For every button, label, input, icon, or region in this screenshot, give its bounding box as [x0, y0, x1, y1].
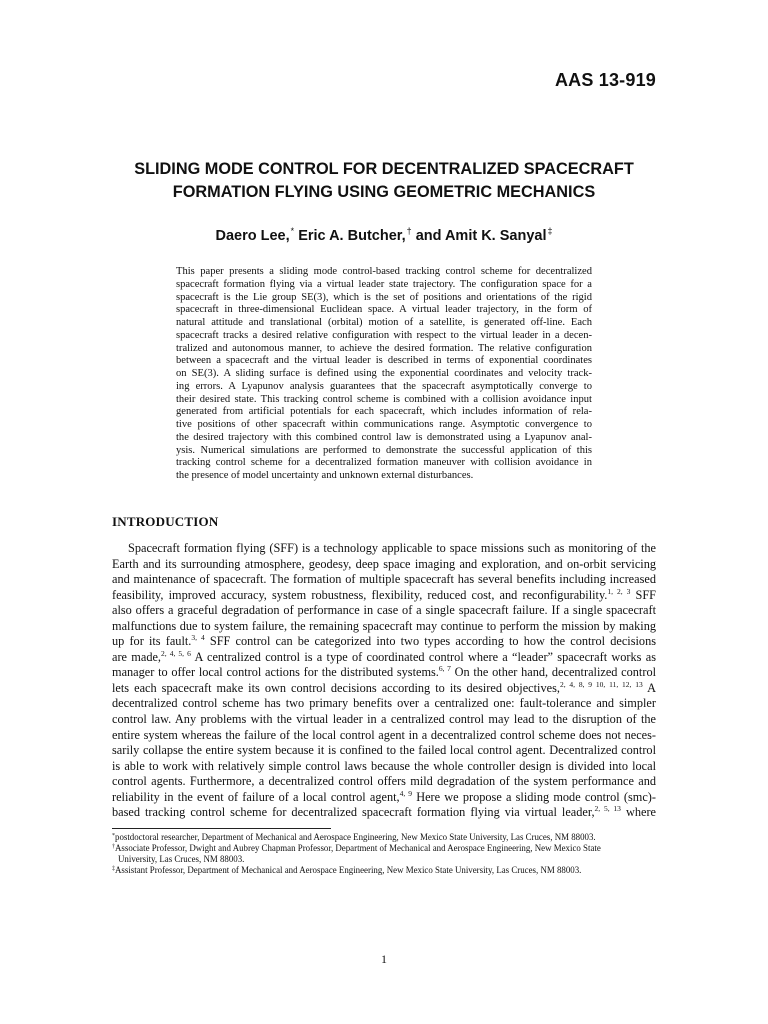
footnote [112, 865, 656, 876]
body-text-segment: Spacecraft formation flying (SFF) is a technology applicable to space missions such as monitoring of the [128, 541, 656, 555]
abstract-line: tive positions of other spacecraft within communications range. Asymptotic convergence to [176, 419, 592, 430]
abstract-line: on SE(3). A sliding surface is defined using the exponential coordinates and velocity track- [176, 368, 592, 379]
abstract-line: This paper presents a sliding mode control-based tracking control scheme for decentralized [176, 266, 592, 277]
footnote-mark: † [112, 844, 115, 850]
body-text-segment: reliability in the event of failure of a local control agent, [112, 789, 400, 804]
body-text-segment: A centralized control is a type of coordinated control where a “leader” spacecraft works as [190, 649, 656, 664]
body-text-line [112, 557, 656, 573]
footnote-mark: ‡ [112, 866, 115, 872]
body-text-segment: control agents. Furthermore, a decentralized control offers mild degradation of the system performance and [112, 774, 656, 789]
abstract-line: natural attitude and translational (orbital) motion of a satellite, is generated off-line. Each [176, 317, 592, 328]
paper-title [112, 158, 656, 204]
body-text-segment: are made, [112, 649, 161, 664]
abstract-line: spacecraft is the Lie group SE(3), which is the set of positions and orientations of the rigid [176, 291, 592, 303]
body-text-line [112, 743, 656, 759]
abstract-line: tracking control scheme for a decentralized formation maneuver with collision avoidance in [176, 457, 592, 469]
body-text-segment: Here we propose a sliding mode control (smc)- [411, 789, 657, 804]
body-text-segment: sarily collapse the entire system because it is confined to the failed local control agent. Decentralized control [112, 743, 656, 758]
author-3-footnote-mark: ‡ [547, 226, 553, 236]
citation-reference: 6, 7 [438, 664, 451, 674]
report-number: AAS 13-919 [554, 70, 656, 90]
body-text-line [112, 681, 656, 697]
body-text-segment: entire system whereas the failure of the local control agent in a decentralized control scheme does not neces- [112, 727, 656, 742]
body-text-line [112, 603, 656, 619]
body-text-segment: also offers a graceful degradation of performance in case of a single spacecraft failure. If a single spacecraft [112, 603, 656, 618]
footnote [112, 843, 656, 865]
author-3-name: and Amit K. Sanyal [415, 228, 547, 244]
footnote-text: postdoctoral researcher, Department of Mechanical and Aerospace Engineering, New Mexico State University, Las Cruces, NM 88003. [115, 832, 596, 842]
body-text-line [112, 790, 656, 806]
body-text-segment: based tracking control scheme for decentralized spacecraft formation flying via virtual leader, [112, 805, 595, 820]
body-text-line [112, 541, 656, 557]
page-number: 1 [381, 952, 387, 966]
body-text-segment: SFF [630, 587, 657, 602]
body-text-line [112, 728, 656, 744]
citation-reference: 2, 4, 5, 6 [161, 648, 191, 658]
body-text-segment: and maintenance of spacecraft. The formation of multiple spacecraft has several benefits including increased [112, 572, 656, 587]
body-text-line [112, 650, 656, 666]
body-text-segment: up for its fault. [112, 634, 192, 649]
body-text-segment: Earth and its surrounding atmosphere, geodesy, deep space imaging and exploration, and on-orbit servicing [112, 556, 656, 571]
title-line-1: SLIDING MODE CONTROL FOR DECENTRALIZED SPACECRAFT [134, 160, 634, 178]
body-text-segment: feasibility, improved accuracy, system robustness, flexibility, reduced cost, and reconfigurability. [112, 587, 608, 602]
body-text-segment: where [620, 805, 656, 820]
body-text-segment: manager to offer local control actions for the distributed systems. [112, 665, 439, 680]
body-text-line [112, 696, 656, 712]
body-text-segment: control law. Any problems with the virtual leader in a centralized control may lead to the disruption of the [112, 712, 656, 727]
abstract-line: generated from artificial potentials for each spacecraft, which includes information of rela- [176, 406, 592, 418]
title-line-2: FORMATION FLYING USING GEOMETRIC MECHANICS [172, 183, 596, 201]
footnote-line [112, 843, 656, 854]
abstract-line: tralized and autonomous manner, to achieve the desired formation. The relative configuration [176, 342, 592, 354]
body-text-segment: malfunctions due to system failure, the remaining spacecraft may continue to perform the mission by making [112, 618, 656, 633]
footnote [112, 832, 656, 843]
author-list [112, 226, 656, 244]
author-1-footnote-mark: * [290, 226, 295, 236]
citation-reference: 3, 4 [191, 633, 205, 643]
footnote-line [112, 865, 656, 876]
section-heading-introduction: INTRODUCTION [112, 514, 219, 529]
author-1-name: Daero Lee, [215, 228, 290, 244]
abstract-line: their desired state. This tracking control scheme is combined with a collision avoidance input [176, 393, 592, 405]
body-text-line [112, 774, 656, 790]
body-text-line [112, 712, 656, 728]
author-2-name: Eric A. Butcher, [298, 228, 406, 244]
footnote-text: Associate Professor, Dwight and Aubrey Chapman Professor, Department of Mechanical and Aerospace Engineering, New Mexico State [115, 843, 601, 853]
abstract-line: between a spacecraft and the virtual leader is described in terms of exponential coordinates [176, 355, 592, 367]
body-text-segment: is able to work with relatively simple control laws because the whole controller design is divided into local [112, 758, 656, 773]
abstract-line: spacecraft in three-dimensional Euclidean space. A virtual leader trajectory, in the form of [176, 304, 592, 316]
abstract-line: spacecraft formation flying via a virtual leader state trajectory. The configuration space for a [176, 278, 592, 290]
abstract-line: the presence of model uncertainty and unknown external disturbances. [176, 470, 474, 481]
body-text-line [112, 588, 656, 604]
body-text-line [112, 619, 656, 635]
citation-reference: 2, 4, 8, 9 10, 11, 12, 13 [559, 679, 643, 689]
footnote-text: Assistant Professor, Department of Mechanical and Aerospace Engineering, New Mexico State University, Las Cruces, NM 88003. [115, 865, 582, 875]
body-text-line [112, 634, 656, 650]
citation-reference: 4, 9 [399, 788, 412, 798]
body-text-line [112, 805, 656, 821]
body-text-line [112, 759, 656, 775]
footnote-mark: * [112, 833, 115, 839]
footnote-line [112, 832, 656, 843]
body-text-line [112, 665, 656, 681]
citation-reference: 2, 5, 13 [594, 804, 621, 814]
body-text-segment: A [642, 680, 656, 695]
footnote-line [112, 854, 656, 865]
abstract-line: the desired trajectory with this combined control law is demonstrated using a Lyapunov anal- [176, 431, 592, 443]
body-text-segment: SFF control can be categorized into two types according to how the control decisions [204, 634, 657, 649]
abstract-line: ing errors. A Lyapunov analysis guarantees that the spacecraft asymptotically converge to [176, 380, 592, 392]
abstract [176, 266, 592, 483]
abstract-line: ysis. Numerical simulations are performed to demonstrate the successful application of this [176, 444, 592, 456]
abstract-line: spacecraft tracks a desired relative configuration with respect to the virtual leader in a decen- [176, 329, 592, 341]
body-text-segment: On the other hand, decentralized control [450, 665, 657, 680]
body-text-segment: decentralized control scheme has two primary benefits over a centralized one: fault-tolerance and simpler [112, 696, 656, 711]
author-2-footnote-mark: † [406, 226, 412, 236]
citation-reference: 1, 2, 3 [607, 586, 631, 596]
footnotes [112, 832, 656, 876]
footnote-divider [112, 828, 331, 829]
body-text-segment: lets each spacecraft make its own control decisions according to its desired objectives, [112, 680, 560, 695]
body-text-line [112, 572, 656, 588]
introduction-body [112, 541, 656, 821]
footnote-text: University, Las Cruces, NM 88003. [118, 854, 245, 864]
